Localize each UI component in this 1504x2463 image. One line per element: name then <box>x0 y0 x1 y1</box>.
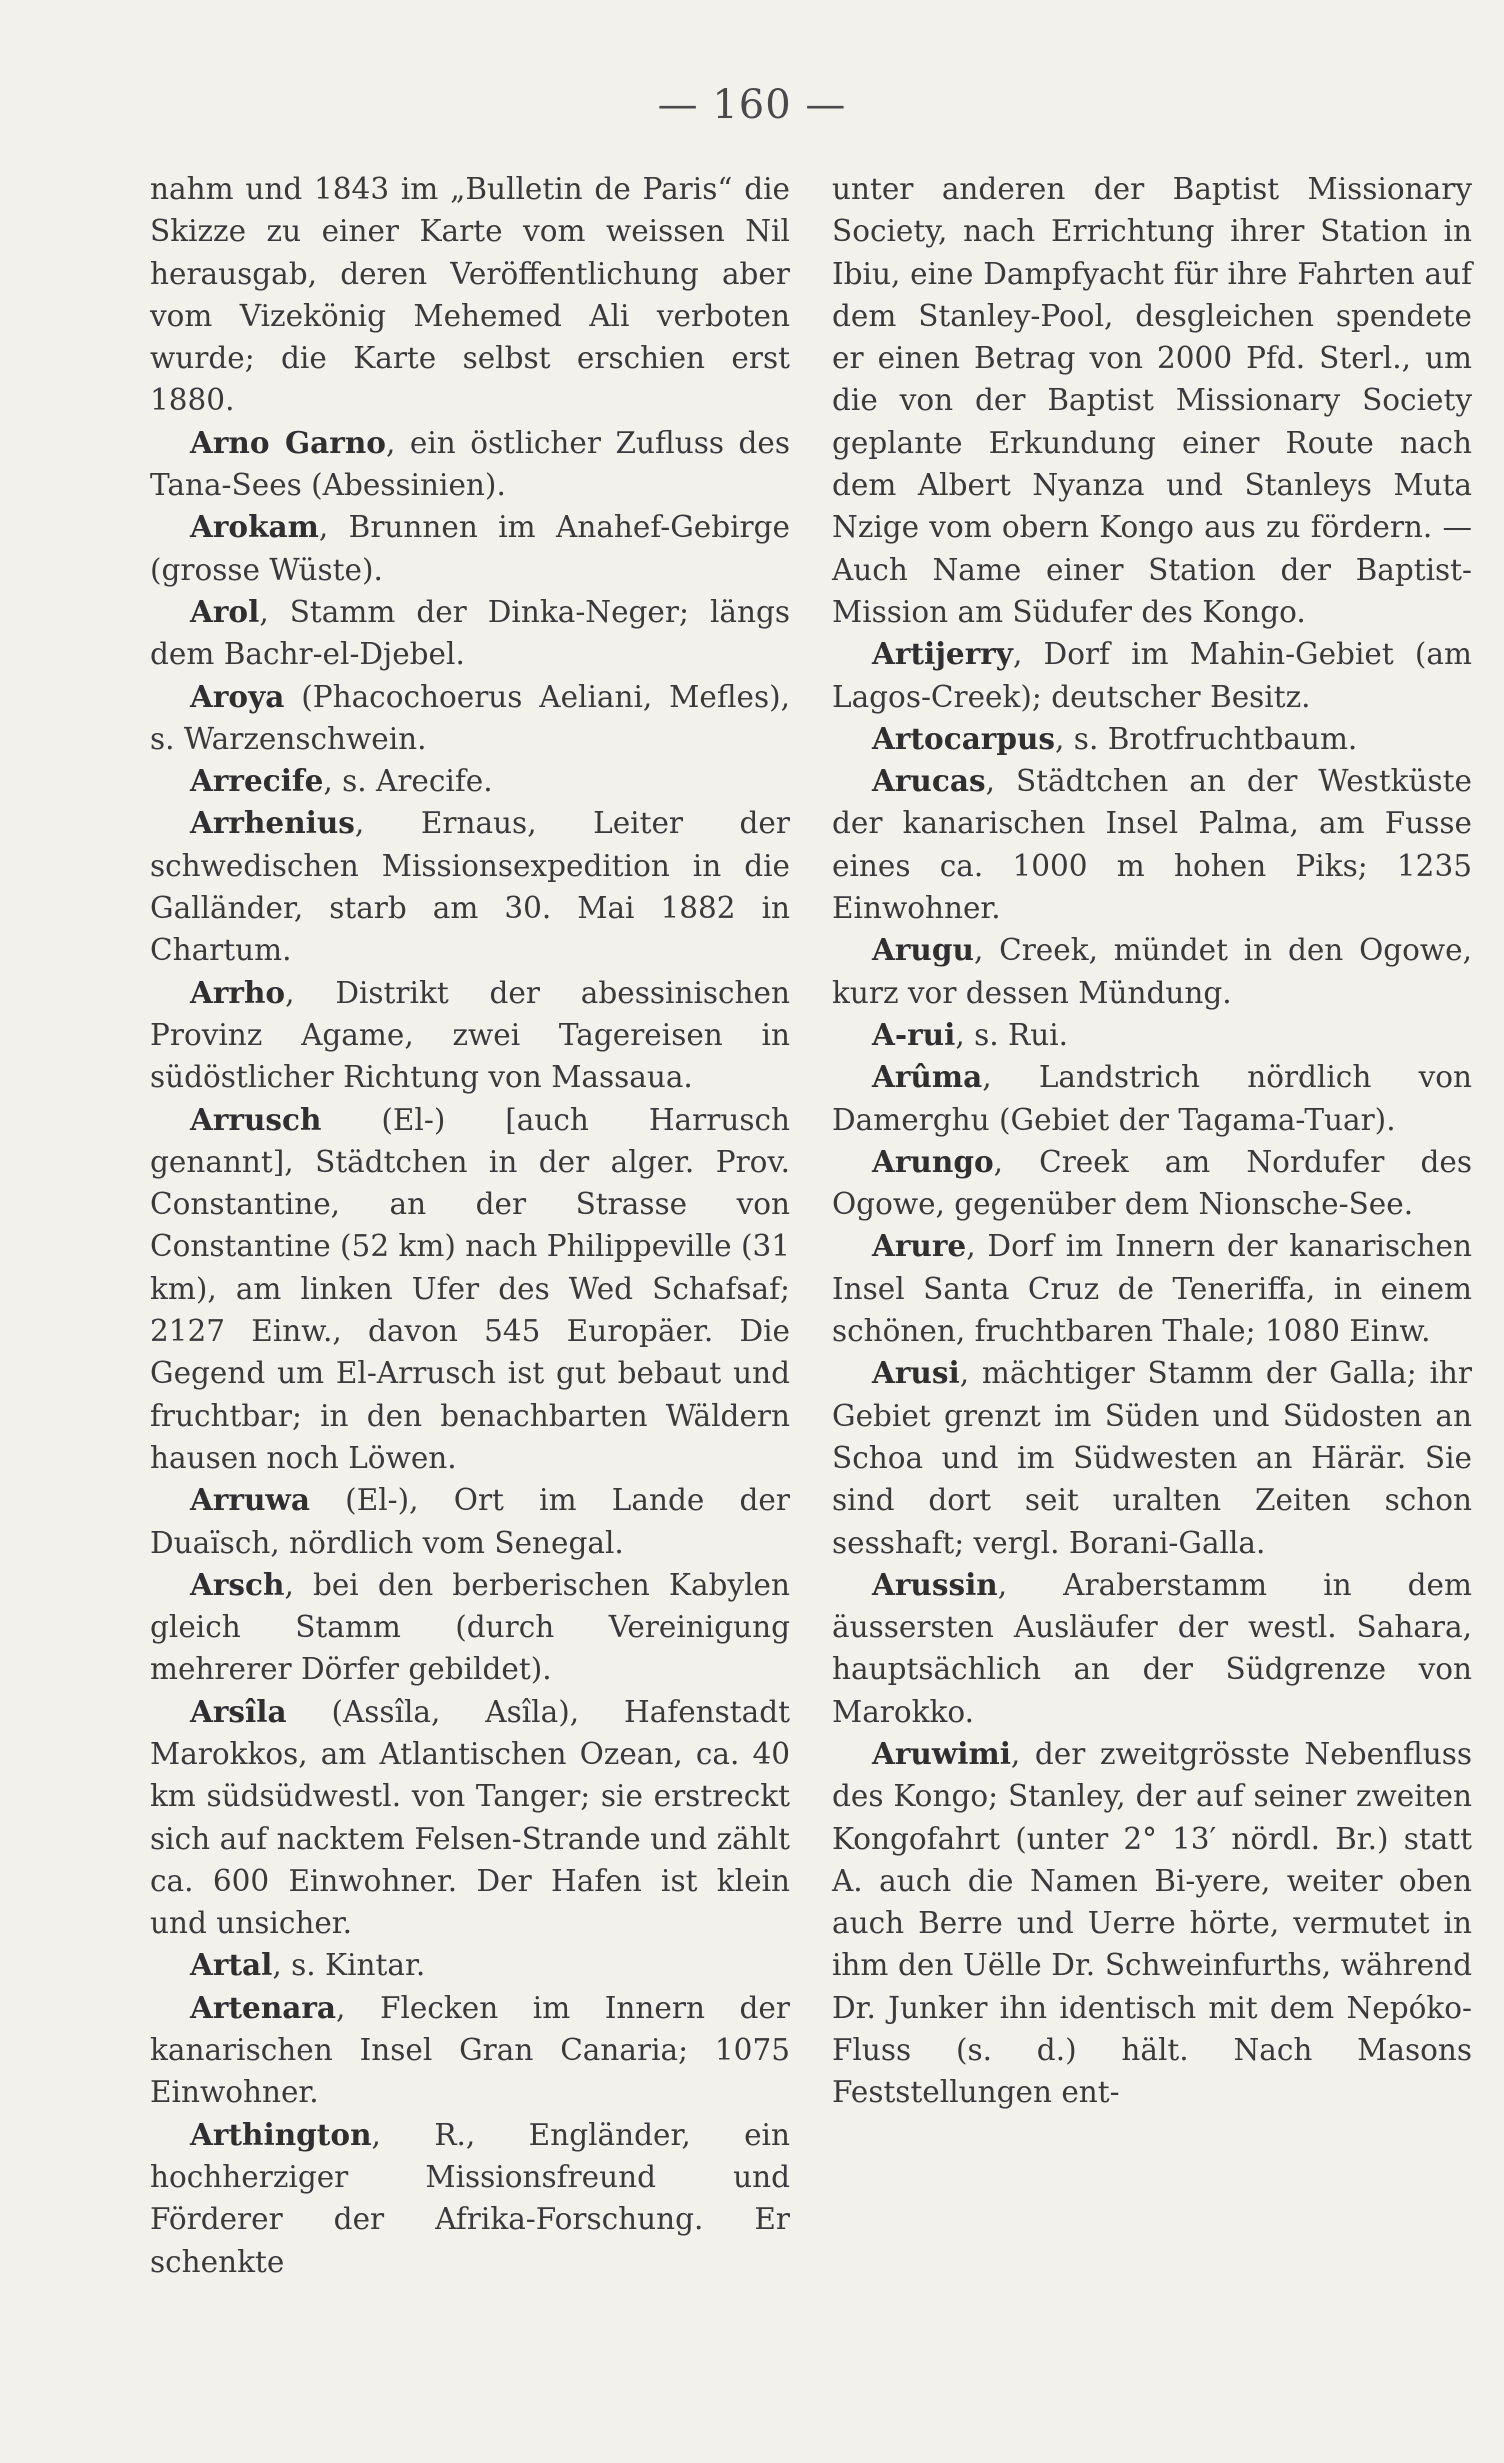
entry-paragraph <box>832 1352 1472 1563</box>
entry-text: , bei den berberischen Kabylen gleich Stamm (durch Vereinigung mehrerer Dörfer gebildet). <box>150 1567 790 1687</box>
entry-paragraph <box>832 633 1472 718</box>
entry-text: unter anderen der Baptist Missionary Society, nach Errichtung ihrer Station in Ibiu, eine Dampfyacht für ihre Fahrten auf dem Stanley-Pool, desgleichen spendete er einen Betrag von 2000 Pfd. Sterl., um die von der Baptist Missionary Society geplante Erkundung einer Route nach dem Albert Nyanza und Stanleys Muta Nzige vom obern Kongo aus zu fördern. — Auch Name einer Station der Baptist-Mission am Südufer des Kongo. <box>832 172 1472 629</box>
entry-headword: Arokam <box>190 509 319 545</box>
entry-text: , Stamm der Dinka-Neger; längs dem Bachr-el-Djebel. <box>150 594 790 672</box>
entry-headword: Arol <box>190 593 260 629</box>
entry-text: (El-) [auch Harrusch genannt], Städtchen in der alger. Prov. Constantine, an der Strasse von Constantine (52 km) nach Philippeville (31 km), am linken Ufer des Wed Schafsaf; 2127 Einw., davon 545 Europäer. Die Gegend um El-Arrusch ist gut bebaut und fruchtbar; in den benachbarten Wäldern hausen noch Löwen. <box>150 1102 790 1475</box>
entry-paragraph <box>150 1691 790 1945</box>
entry-paragraph <box>150 591 790 676</box>
entry-text: , Städtchen an der Westküste der kanarischen Insel Palma, am Fusse eines ca. 1000 m hohen Piks; 1235 Einwohner. <box>832 764 1472 926</box>
entry-paragraph <box>150 1564 790 1691</box>
entry-paragraph <box>832 168 1472 633</box>
entry-text: , Dorf im Mahin-Gebiet (am Lagos-Creek); deutscher Besitz. <box>832 637 1472 714</box>
entry-text: (El-), Ort im Lande der Duaïsch, nördlich vom Senegal. <box>150 1483 790 1560</box>
entry-paragraph <box>832 718 1472 760</box>
entry-headword: Arungo <box>872 1143 994 1179</box>
entry-text: , s. Arecife. <box>323 764 493 799</box>
entry-paragraph <box>150 802 790 971</box>
entry-paragraph <box>150 1944 790 1986</box>
entry-text: , R., Engländer, ein hochherziger Missionsfreund und Förderer der Afrika-Forschung. Er schenkte <box>150 2117 790 2279</box>
entry-paragraph <box>150 676 790 761</box>
entry-paragraph <box>150 168 790 422</box>
entry-headword: Arsîla <box>190 1693 287 1729</box>
entry-text: (Assîla, Asîla), Hafenstadt Marokkos, am Atlantischen Ozean, ca. 40 km südsüdwestl. von Tanger; sie erstreckt sich auf nacktem Felsen-Strande und zählt ca. 600 Einwohner. Der Hafen ist klein und unsicher. <box>150 1694 790 1941</box>
entry-headword: Arusi <box>872 1355 960 1391</box>
entry-text: (Phacochoerus Aeliani, Mefles), s. Warzenschwein. <box>150 679 790 756</box>
entry-text: , mächtiger Stamm der Galla; ihr Gebiet grenzt im Süden und Südosten an Schoa und im Südwesten an Härär. Sie sind dort seit uralten Zeiten schon sesshaft; vergl. Borani-Galla. <box>832 1356 1472 1560</box>
entry-text: , s. Kintar. <box>272 1948 426 1983</box>
left-column <box>150 168 790 2283</box>
entry-headword: Arsch <box>190 1566 285 1602</box>
entry-text: , Creek am Nordufer des Ogowe, gegenüber dem Nionsche-See. <box>832 1144 1472 1222</box>
entry-text: nahm und 1843 im „Bulletin de Paris“ die Skizze zu einer Karte vom weissen Nil herausgab, deren Veröffentlichung aber vom Vizekönig Mehemed Ali verboten wurde; die Karte selbst erschien erst 1880. <box>150 172 790 418</box>
entry-paragraph <box>150 422 790 507</box>
entry-headword: Arthington <box>190 2116 372 2152</box>
entry-headword: Artijerry <box>872 636 1013 672</box>
entry-paragraph <box>150 760 790 802</box>
entry-headword: A-rui <box>872 1016 956 1052</box>
entry-headword: Arrusch <box>190 1101 322 1137</box>
entry-paragraph <box>832 1056 1472 1141</box>
entry-headword: Artenara <box>190 1989 337 2025</box>
entry-paragraph <box>150 506 790 591</box>
entry-paragraph <box>832 1014 1472 1056</box>
entry-text: , Dorf im Innern der kanarischen Insel Santa Cruz de Teneriffa, in einem schönen, fruchtbaren Thale; 1080 Einw. <box>832 1229 1472 1349</box>
entry-text: , Landstrich nördlich von Damerghu (Gebiet der Tagama-Tuar). <box>832 1060 1472 1137</box>
entry-paragraph <box>150 1987 790 2114</box>
entry-headword: Arruwa <box>190 1482 310 1518</box>
entry-paragraph <box>832 1141 1472 1226</box>
entry-headword: Arucas <box>872 763 986 799</box>
right-column <box>832 168 1472 2114</box>
entry-headword: Aroya <box>190 678 285 714</box>
entry-headword: Arugu <box>872 932 974 968</box>
entry-text: , s. Rui. <box>955 1017 1069 1052</box>
entry-text: , Ernaus, Leiter der schwedischen Missionsexpedition in die Galländer, starb am 30. Mai 1882 in Chartum. <box>150 806 790 968</box>
entry-text: , s. Brotfruchtbaum. <box>1055 721 1358 756</box>
entry-headword: Aruwimi <box>872 1735 1011 1771</box>
entry-paragraph <box>832 1733 1472 2114</box>
entry-text: , Flecken im Innern der kanarischen Insel Gran Canaria; 1075 Einwohner. <box>150 1990 790 2110</box>
entry-headword: Arrho <box>190 974 286 1010</box>
entry-paragraph <box>832 929 1472 1014</box>
entry-paragraph <box>150 1099 790 1480</box>
entry-headword: Artocarpus <box>872 720 1056 756</box>
entry-headword: Arussin <box>872 1566 998 1602</box>
entry-headword: Arrhenius <box>190 805 355 841</box>
entry-text: , Distrikt der abessinischen Provinz Agame, zwei Tagereisen in südöstlicher Richtung von Massaua. <box>150 975 790 1095</box>
entry-text: , ein östlicher Zufluss des Tana-Sees (Abessinien). <box>150 425 790 503</box>
entry-headword: Arrecife <box>190 763 324 799</box>
entry-text: , Creek, mündet in den Ogowe, kurz vor dessen Mündung. <box>832 933 1472 1010</box>
entry-text: , der zweitgrösste Nebenfluss des Kongo; Stanley, der auf seiner zweiten Kongofahrt (unter 2° 13′ nördl. Br.) statt A. auch die Namen Bi-yere, weiter oben auch Berre und Uerre hörte, vermutet in ihm den Uëlle Dr. Schweinfurths, während Dr. Junker ihn identisch mit dem Nepóko-Fluss (s. d.) hält. Nach Masons Feststellungen ent- <box>832 1736 1472 2110</box>
entry-headword: Arno Garno <box>190 424 386 460</box>
page-number: — 160 — <box>657 82 847 128</box>
entry-paragraph <box>832 760 1472 929</box>
entry-text: , Brunnen im Anahef-Gebirge (grosse Wüste). <box>150 510 790 587</box>
entry-headword: Arure <box>872 1228 967 1264</box>
entry-text: , Araberstamm in dem äussersten Ausläufer der westl. Sahara, hauptsächlich an der Südgrenze von Marokko. <box>832 1567 1472 1729</box>
entry-paragraph <box>150 1479 790 1564</box>
entry-paragraph <box>150 2114 790 2283</box>
entry-headword: Artal <box>190 1947 273 1983</box>
entry-paragraph <box>150 972 790 1099</box>
entry-paragraph <box>832 1225 1472 1352</box>
entry-paragraph <box>832 1564 1472 1733</box>
entry-headword: Arûma <box>872 1059 983 1095</box>
